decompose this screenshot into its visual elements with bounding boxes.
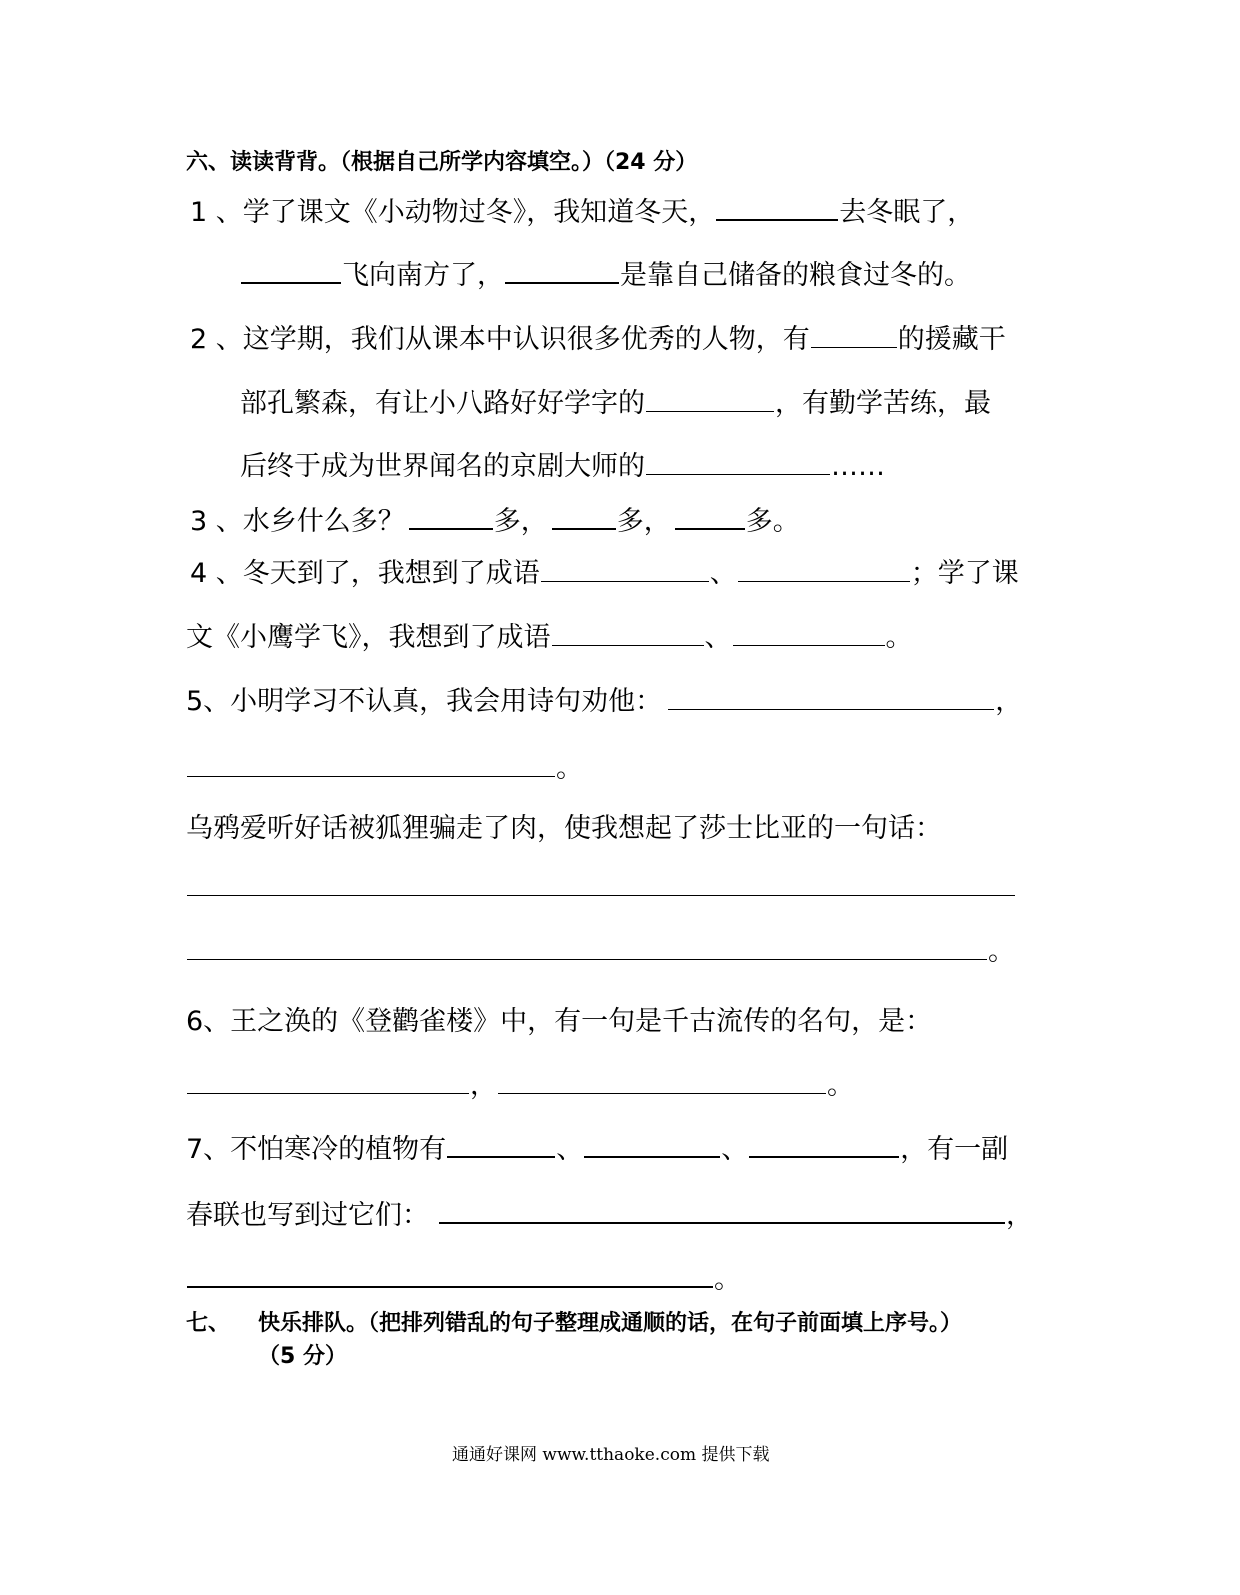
q7-text-2: ，有一副 xyxy=(900,1134,1009,1165)
q4-blank-3[interactable] xyxy=(552,644,704,646)
q7-sep-1: 、 xyxy=(556,1134,584,1165)
q3-blank-1[interactable] xyxy=(409,527,493,530)
q3-duo-1: 多， xyxy=(493,506,548,537)
q7-end: 。 xyxy=(714,1264,741,1295)
q1-text-1: 学了课文《小动物过冬》，我知道冬天， xyxy=(242,197,716,228)
q2-blank-1[interactable] xyxy=(811,346,897,348)
q3-blank-2[interactable] xyxy=(552,527,616,530)
q4-line1 xyxy=(190,560,1019,587)
q7-blank-5[interactable] xyxy=(187,1285,713,1288)
q2-number: 2 、 xyxy=(190,324,243,355)
q5-line4 xyxy=(186,874,1016,901)
q4-text-2: ；学了课 xyxy=(910,558,1019,589)
q1-blank-3[interactable] xyxy=(505,281,619,284)
footer-text: 通通好课网 www.tthaoke.com 提供下载 xyxy=(452,1445,770,1465)
q4-blank-2[interactable] xyxy=(738,580,910,582)
section7-number: 七、 xyxy=(186,1311,231,1336)
q7-blank-2[interactable] xyxy=(584,1155,720,1158)
section7-score: （5 分） xyxy=(258,1344,347,1369)
q5-line5 xyxy=(186,938,1015,965)
q5-line3: 乌鸦爱听好话被狐狸骗走了肉，使我想起了莎士比亚的一句话： xyxy=(186,813,942,844)
q1-text-2: 去冬眠了， xyxy=(839,197,975,228)
q7-blank-4[interactable] xyxy=(439,1221,1005,1224)
q2-blank-2[interactable] xyxy=(646,410,774,412)
q4-sep-2: 、 xyxy=(704,622,732,653)
q2-text-5: 后终于成为世界闻名的京剧大师的 xyxy=(240,451,645,482)
q2-line3 xyxy=(240,453,885,480)
q5-end-1: 。 xyxy=(556,753,583,784)
q4-number: 4 、 xyxy=(190,558,243,589)
q2-text-6: …… xyxy=(831,451,885,482)
q4-blank-4[interactable] xyxy=(733,644,885,646)
q7-blank-1[interactable] xyxy=(447,1155,555,1158)
q7-text-1: 7、不怕寒冷的植物有 xyxy=(186,1134,447,1165)
q1-text-3: 飞向南方了， xyxy=(342,260,504,291)
q4-text-3: 文《小鹰学飞》，我想到了成语 xyxy=(186,622,551,653)
q4-text-1: 冬天到了，我想到了成语 xyxy=(242,558,540,589)
q7-sep-2: 、 xyxy=(721,1134,749,1165)
q7-comma: ， xyxy=(1006,1200,1033,1231)
q5-line2 xyxy=(186,755,583,782)
q6-end: 。 xyxy=(827,1070,854,1101)
q7-line2 xyxy=(186,1202,1033,1229)
q7-line1 xyxy=(186,1136,1008,1163)
q4-blank-1[interactable] xyxy=(541,580,709,582)
section7-title: 快乐排队。（把排列错乱的句子整理成通顺的话，在句子前面填上序号。） xyxy=(258,1311,963,1336)
q3-text-1: 水乡什么多？ xyxy=(242,506,405,537)
q3-duo-2: 多， xyxy=(616,506,671,537)
q1-line2 xyxy=(240,262,971,289)
q3-duo-3: 多。 xyxy=(745,506,800,537)
q7-text-3: 春联也写到过它们： xyxy=(186,1200,429,1231)
q2-text-4: ，有勤学苦练，最 xyxy=(775,388,991,419)
q6-line2 xyxy=(186,1072,854,1099)
q2-blank-3[interactable] xyxy=(646,473,830,475)
q5-blank-2[interactable] xyxy=(187,775,555,777)
q6-line1: 6、王之涣的《登鹳雀楼》中，有一句是千古流传的名句，是： xyxy=(186,1006,933,1037)
q5-blank-1[interactable] xyxy=(668,708,994,710)
q1-text-4: 是靠自己储备的粮食过冬的。 xyxy=(620,260,971,291)
q3-line1 xyxy=(190,508,800,535)
q6-blank-1[interactable] xyxy=(187,1092,469,1094)
q1-number: 1 、 xyxy=(190,197,243,228)
q2-line1 xyxy=(190,326,1006,353)
q4-line2 xyxy=(186,624,913,651)
q5-blank-4[interactable] xyxy=(187,958,987,960)
q3-blank-3[interactable] xyxy=(675,527,745,530)
q2-text-1: 这学期，我们从课本中认识很多优秀的人物，有 xyxy=(242,324,810,355)
q7-blank-3[interactable] xyxy=(749,1155,899,1158)
q5-blank-3[interactable] xyxy=(187,894,1015,896)
q6-comma: ， xyxy=(470,1070,497,1101)
q2-line2 xyxy=(240,390,991,417)
q5-end-2: 。 xyxy=(988,936,1015,967)
q6-blank-2[interactable] xyxy=(498,1092,826,1094)
q2-text-3: 部孔繁森，有让小八路好好学字的 xyxy=(240,388,645,419)
q5-comma: ， xyxy=(995,686,1023,717)
q7-line3 xyxy=(186,1266,741,1293)
q5-line1 xyxy=(186,688,1022,715)
q4-end: 。 xyxy=(885,622,913,653)
section6-title: 六、读读背背。（根据自己所学内容填空。）（24 分） xyxy=(186,150,698,175)
q1-line1 xyxy=(190,199,974,226)
q1-blank-1[interactable] xyxy=(716,218,838,221)
q3-number: 3 、 xyxy=(190,506,243,537)
q4-sep-1: 、 xyxy=(709,558,737,589)
q2-text-2: 的援藏干 xyxy=(897,324,1006,355)
q1-blank-2[interactable] xyxy=(241,281,341,284)
q5-text-1: 5、小明学习不认真，我会用诗句劝他： xyxy=(186,686,663,717)
